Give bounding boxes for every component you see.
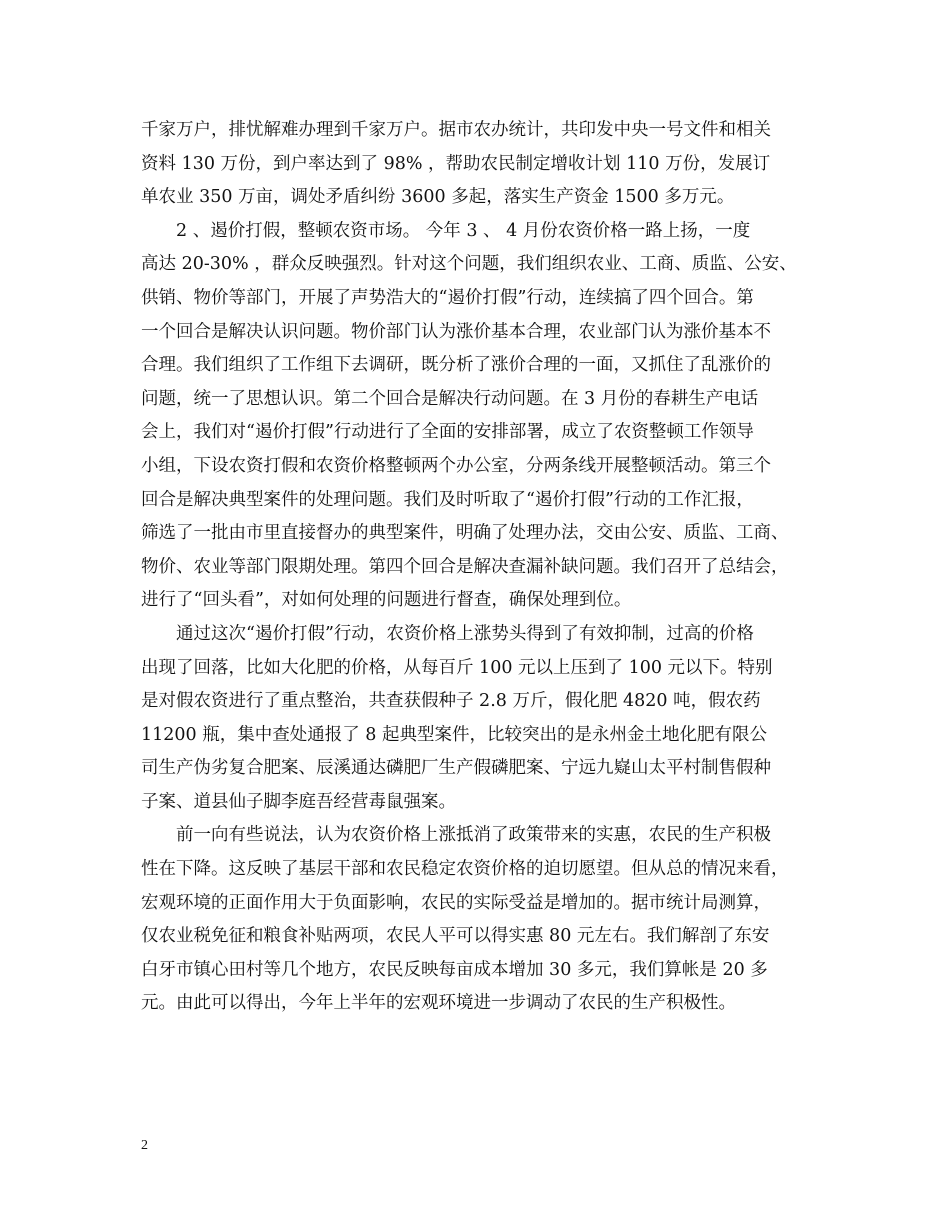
text-line: 合理。我们组织了工作组下去调研，既分析了涨价合理的一面，又抓住了乱涨价的 [141,355,771,376]
text-line: 高达 20-30% ，群众反映强烈。针对这个问题，我们组织农业、工商、质监、公安、 [141,254,797,275]
text-line: 元。由此可以得出，今年上半年的宏观环境进一步调动了农民的生产积极性。 [141,993,736,1014]
text-line: 回合是解决典型案件的处理问题。我们及时听取了“遏价打假”行动的工作汇报， [141,489,754,510]
text-line: 子案、道县仙子脚李庭吾经营毒鼠强案。 [141,791,456,812]
text-line: 通过这次“遏价打假”行动，农资价格上涨势头得到了有效抑制，过高的价格 [141,623,754,644]
text-line: 是对假农资进行了重点整治，共查获假种子 2.8 万斤，假化肥 4820 吨，假农药 [141,691,761,712]
text-line: 进行了“回头看”，对如何处理的问题进行督查，确保处理到位。 [141,590,632,611]
text-line: 前一向有些说法，认为农资价格上涨抵消了政策带来的实惠，农民的生产积极 [141,825,771,846]
document-body [141,114,841,1021]
text-line: 资料 130 万份，到户率达到了 98% ，帮助农民制定增收计划 110 万份，发展订 [141,153,771,174]
text-line: 出现了回落，比如大化肥的价格，从每百斤 100 元以上压到了 100 元以下。特别 [141,657,773,678]
text-line: 白牙市镇心田村等几个地方，农民反映每亩成本增加 30 多元，我们算帐是 20 多 [141,959,768,980]
text-line: 会上，我们对“遏价打假”行动进行了全面的安排部署，成立了农资整顿工作领导 [141,422,754,443]
text-line: 司生产伪劣复合肥案、辰溪通达磷肥厂生产假磷肥案、宁远九嶷山太平村制售假种 [141,758,771,779]
text-line: 性在下降。这反映了基层干部和农民稳定农资价格的迫切愿望。但从总的情况来看， [141,859,789,880]
text-line: 2 、遏价打假，整顿农资市场。 今年 3 、 4 月份农资价格一路上扬，一度 [141,220,751,241]
text-line: 宏观环境的正面作用大于负面影响，农民的实际受益是增加的。据市统计局测算， [141,892,771,913]
text-line: 筛选了一批由市里直接督办的典型案件，明确了处理办法，交由公安、质监、工商、 [141,523,789,544]
text-line: 供销、物价等部门，开展了声势浩大的“遏价打假”行动，连续搞了四个回合。第 [141,287,754,308]
text-line: 问题，统一了思想认识。第二个回合是解决行动问题。在 3 月份的春耕生产电话 [141,388,759,409]
text-line: 一个回合是解决认识问题。物价部门认为涨价基本合理，农业部门认为涨价基本不 [141,321,771,342]
text-line: 单农业 350 万亩，调处矛盾纠纷 3600 多起，落实生产资金 1500 多万元。 [141,187,735,208]
text-line: 物价、农业等部门限期处理。第四个回合是解决查漏补缺问题。我们召开了总结会， [141,556,789,577]
text-line: 11200 瓶，集中查处通报了 8 起典型案件，比较突出的是永州金土地化肥有限公 [141,724,767,745]
text-line: 仅农业税免征和粮食补贴两项，农民人平可以得实惠 80 元左右。我们解剖了东安 [141,926,770,947]
text-line: 千家万户，排忧解难办理到千家万户。据市农办统计，共印发中央一号文件和相关 [141,120,771,140]
text-line: 小组，下设农资打假和农资价格整顿两个办公室，分两条线开展整顿活动。第三个 [141,455,771,476]
page-number: 2 [141,1138,148,1153]
